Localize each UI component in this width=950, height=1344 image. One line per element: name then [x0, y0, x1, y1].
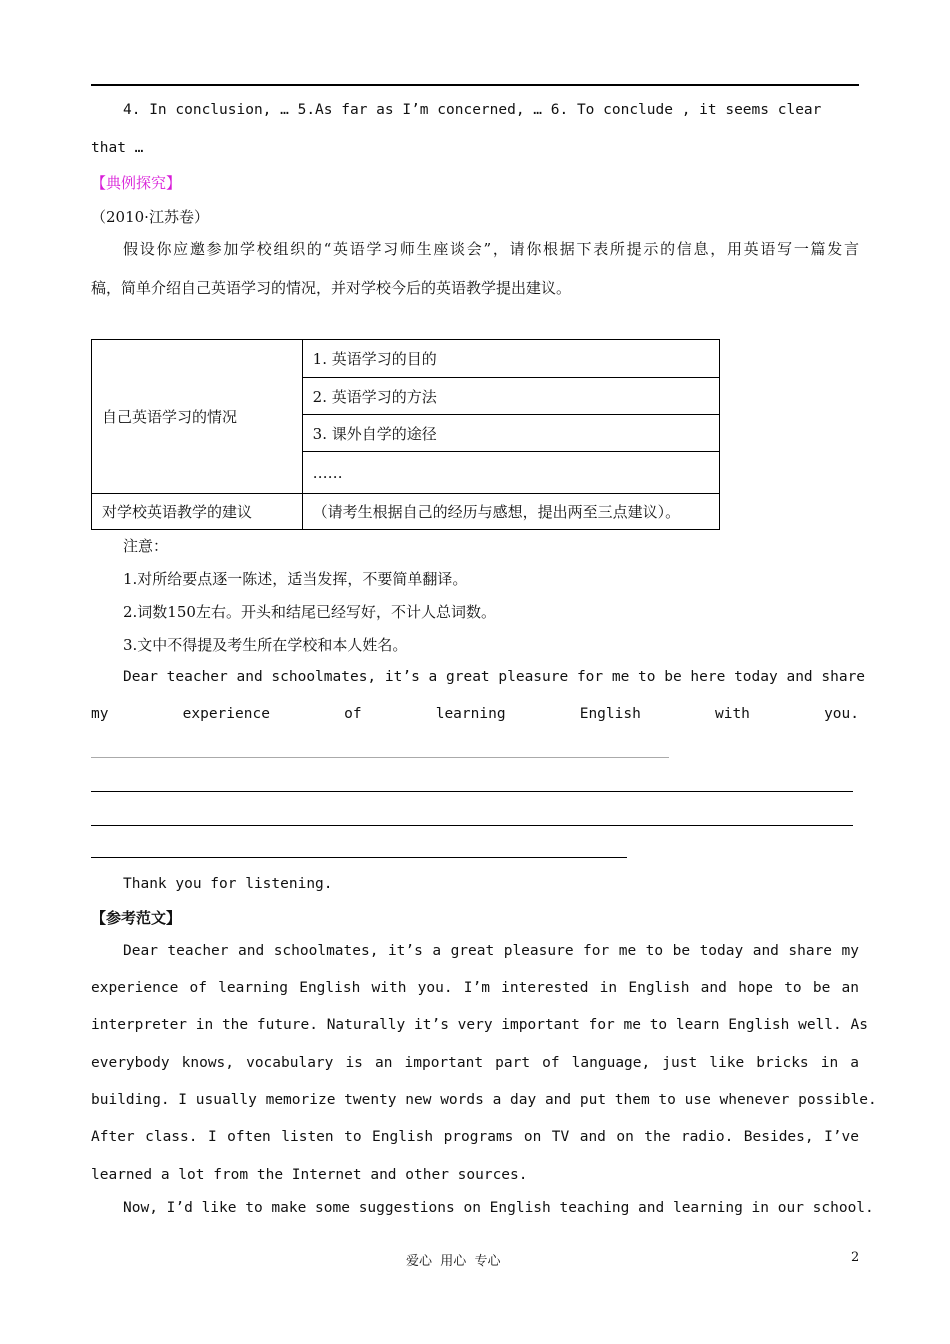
note-item-2: 2.词数150左右。开头和结尾已经写好，不计人总词数。 [123, 603, 496, 621]
prompt-line-2: 稿，简单介绍自己英语学习的情况，并对学校今后的英语教学提出建议。 [91, 279, 572, 297]
table-suggestions-value: （请考生根据自己的经历与感想，提出两至三点建议）。 [302, 494, 719, 530]
writing-line [91, 857, 627, 858]
essay-opening-line-2: my experience of learning English with you. [91, 706, 859, 722]
notes-title: 注意： [123, 537, 169, 555]
section-heading-model: 【参考范文】 [91, 909, 182, 927]
writing-line [91, 825, 853, 826]
table-item-3: 3. 课外自学的途径 [302, 415, 719, 452]
table-item-2: 2. 英语学习的方法 [302, 378, 719, 415]
essay-closing: Thank you for listening. [123, 876, 333, 892]
model-essay-line: Dear teacher and schoolmates, it’s a great pleasure for me to be today and share my [123, 943, 859, 959]
section-heading-example: 【典例探究】 [91, 174, 182, 192]
table-label-self-study: 自己英语学习的情况 [92, 340, 303, 494]
header-rule [91, 84, 859, 86]
continuation-line-2: that … [91, 140, 144, 156]
model-essay-line: After class. I often listen to English programs on TV and on the radio. Besides, I’ve [91, 1129, 859, 1145]
example-source: （2010·江苏卷） [91, 208, 209, 226]
prompt-line-1: 假设你应邀参加学校组织的“英语学习师生座谈会”，请你根据下表所提示的信息，用英语写一篇发言 [123, 240, 859, 258]
table-item-ellipsis: …… [302, 452, 719, 494]
table-item-1: 1. 英语学习的目的 [302, 340, 719, 378]
model-essay-line: interpreter in the future. Naturally it’s very important for me to learn English well. As [91, 1017, 868, 1033]
table-label-suggestions: 对学校英语教学的建议 [92, 494, 303, 530]
model-essay-line: everybody knows, vocabulary is an important part of language, just like bricks in a [91, 1055, 859, 1071]
model-essay-line: building. I usually memorize twenty new words a day and put them to use whenever possible. [91, 1092, 877, 1108]
essay-opening-line-1: Dear teacher and schoolmates, it’s a great pleasure for me to be here today and share [123, 669, 866, 685]
prompt-table [91, 339, 720, 530]
page-number: 2 [851, 1250, 860, 1265]
model-essay-line: learned a lot from the Internet and other sources. [91, 1167, 528, 1183]
writing-line [91, 791, 853, 792]
model-essay-line: experience of learning English with you. I’m interested in English and hope to be an [91, 980, 859, 996]
continuation-line-1: 4. In conclusion, … 5.As far as I’m concerned, … 6. To conclude , it seems clear [123, 102, 822, 118]
writing-line [91, 757, 669, 758]
model-essay-line: Now, I’d like to make some suggestions on English teaching and learning in our school. [123, 1200, 874, 1216]
footer-slogan: 爱心 用心 专心 [406, 1254, 501, 1269]
note-item-3: 3.文中不得提及考生所在学校和本人姓名。 [123, 636, 408, 654]
note-item-1: 1.对所给要点逐一陈述，适当发挥，不要简单翻译。 [123, 570, 468, 588]
